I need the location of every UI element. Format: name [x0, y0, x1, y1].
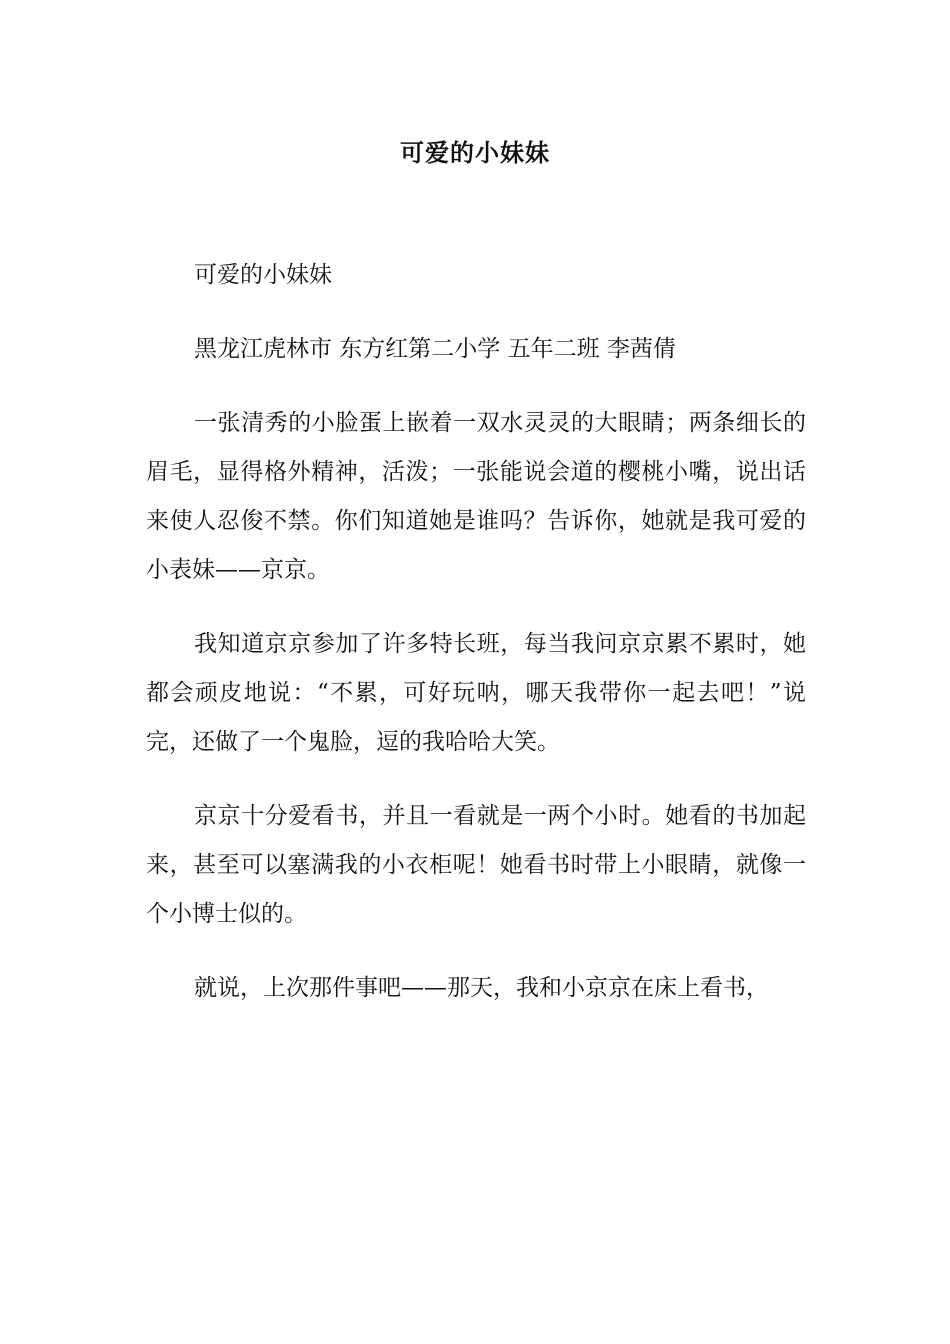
paragraph-subtitle: 可爱的小妹妹: [194, 262, 332, 288]
paragraph: 京京十分爱看书，并且一看就是一两个小时。她看的书加起来，甚至可以塞满我的小衣柜呢！她看书时带上小眼睛，就像一个小博士似的。: [146, 803, 806, 927]
document-body: [146, 251, 806, 1038]
paragraph: 就说，上次那件事吧——那天，我和小京京在床上看书，: [194, 975, 769, 1001]
document-title: 可爱的小妹妹: [400, 139, 550, 167]
paragraph: 我知道京京参加了许多特长班，每当我问京京累不累时，她都会顽皮地说：“不累，可好玩呐，哪天我带你一起去吧！”说完，还做了一个鬼脸，逗的我哈哈大笑。: [146, 631, 806, 755]
paragraph-author: 黑龙江虎林市 东方红第二小学 五年二班 李茜倩: [194, 336, 676, 362]
paragraph: 一张清秀的小脸蛋上嵌着一双水灵灵的大眼睛；两条细长的眉毛，显得格外精神，活泼；一张能说会道的樱桃小嘴，说出话来使人忍俊不禁。你们知道她是谁吗？告诉你，她就是我可爱的小表妹——京京。: [146, 410, 806, 583]
